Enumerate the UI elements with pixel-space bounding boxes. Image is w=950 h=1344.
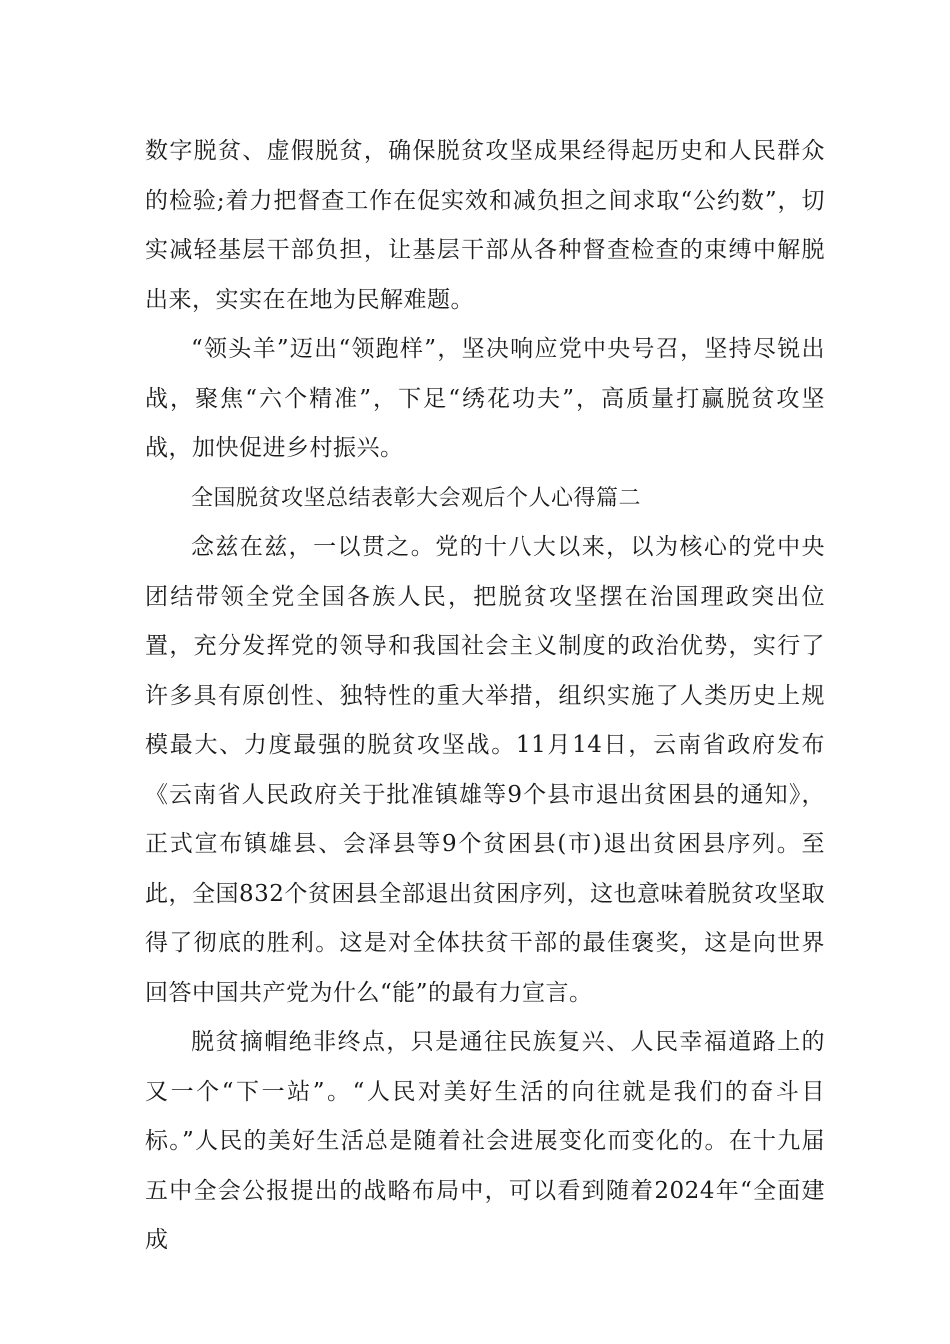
paragraph-persistence: 念兹在兹，一以贯之。党的十八大以来，以为核心的党中央团结带领全党全国各族人民，把脱贫攻坚摆在治国理政突出位置，充分发挥党的领导和我国社会主义制度的政治优势，实行了许多具有原创性、独特性的重大举措，组织实施了人类历史上规模最大、力度最强的脱贫攻坚战。11月14日，云南省政府发布《云南省人民政府关于批准镇雄等9个县市退出贫困县的通知》，正式宣布镇雄县、会泽县等9个贫困县(市)退出贫困县序列。至此，全国832个贫困县全部退出贫困序列，这也意味着脱贫攻坚取得了彻底的胜利。这是对全体扶贫干部的最佳褒奖，这是向世界回答中国共产党为什么“能”的最有力宣言。 — [145, 534, 825, 1006]
paragraph-lead-sheep: “领头羊”迈出“领跑样”，坚决响应党中央号召，坚持尽锐出战，聚焦“六个精准”，下足“绣花功夫”，高质量打赢脱贫攻坚战，加快促进乡村振兴。 — [145, 336, 825, 461]
paragraph-not-endpoint: 脱贫摘帽绝非终点，只是通往民族复兴、人民幸福道路上的又一个“下一站”。“人民对美好生活的向往就是我们的奋斗目标。”人民的美好生活总是随着社会进展变化而变化的。在十九届五中全会公报提出的战略布局中，可以看到随着2024年“全面建成 — [145, 1029, 825, 1253]
paragraph-continued: 数字脱贫、虚假脱贫，确保脱贫攻坚成果经得起历史和人民群众的检验;着力把督查工作在促实效和减负担之间求取“公约数”，切实减轻基层干部负担，让基层干部从各种督查检查的束缚中解脱出来，实实在在地为民解难题。 — [145, 138, 825, 313]
document-body — [145, 127, 825, 1266]
section-heading: 全国脱贫攻坚总结表彰大会观后个人心得篇二 — [191, 485, 642, 511]
